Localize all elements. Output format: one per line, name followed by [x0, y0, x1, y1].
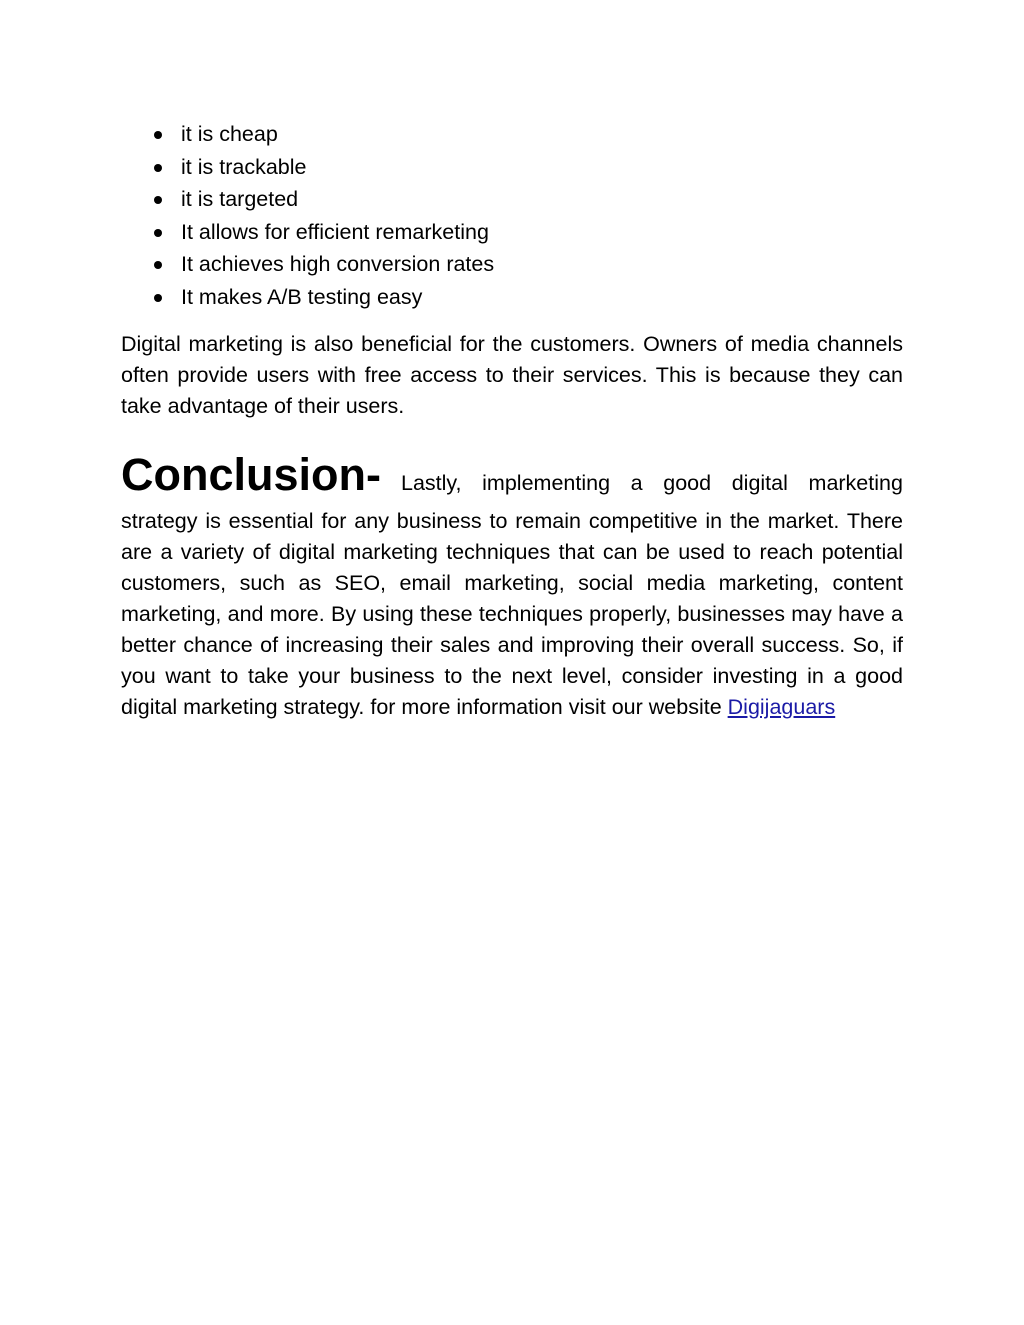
lead-word: good [663, 470, 712, 495]
list-item [121, 151, 903, 184]
list-item-text: It makes A/B testing easy [181, 284, 423, 309]
conclusion-body [121, 506, 903, 723]
conclusion-first-line [121, 444, 903, 506]
list-item-text: It achieves high conversion rates [181, 252, 495, 277]
benefits-list [121, 118, 903, 314]
list-item-text: it is targeted [181, 187, 299, 212]
lead-word: implementing [482, 470, 611, 495]
bullet-icon [154, 229, 162, 237]
conclusion-heading: Conclusion- [121, 448, 381, 500]
conclusion-lead-text [401, 452, 903, 514]
bullet-icon [154, 196, 162, 204]
list-item [121, 118, 903, 151]
list-item [121, 216, 903, 249]
bullet-icon [154, 294, 162, 302]
conclusion-section [121, 444, 903, 723]
website-link[interactable]: Digijaguars [727, 694, 836, 719]
conclusion-body-text: strategy is essential for any business to remain competitive in the market. There are a variety of digital marketing techniques that can be used to reach potential customers, such as SEO, email marketing, social media marketing, content marketing, and more. By using these techniques properly, businesses may have a better chance of increasing their sales and improving their overall success. So, if you want to take your business to the next level, consider investing in a good digital marketing strategy. for more information visit our website [121, 508, 903, 719]
list-item-text: It allows for efficient remarketing [181, 219, 489, 244]
bullet-icon [154, 261, 162, 269]
list-item [121, 281, 903, 314]
lead-word: a [630, 470, 643, 495]
list-item [121, 248, 903, 281]
lead-word: digital [731, 470, 788, 495]
list-item-text: it is cheap [181, 122, 278, 146]
bullet-icon [154, 164, 162, 172]
lead-word: marketing [808, 470, 903, 495]
bullet-icon [154, 131, 162, 139]
list-item-text: it is trackable [181, 154, 307, 179]
lead-word: Lastly, [400, 470, 462, 495]
document-page [121, 118, 903, 723]
benefits-paragraph: Digital marketing is also beneficial for the customers. Owners of media channels often provide users with free access to their services. This is because they can take advantage of their users. [121, 331, 903, 418]
list-item [121, 183, 903, 216]
